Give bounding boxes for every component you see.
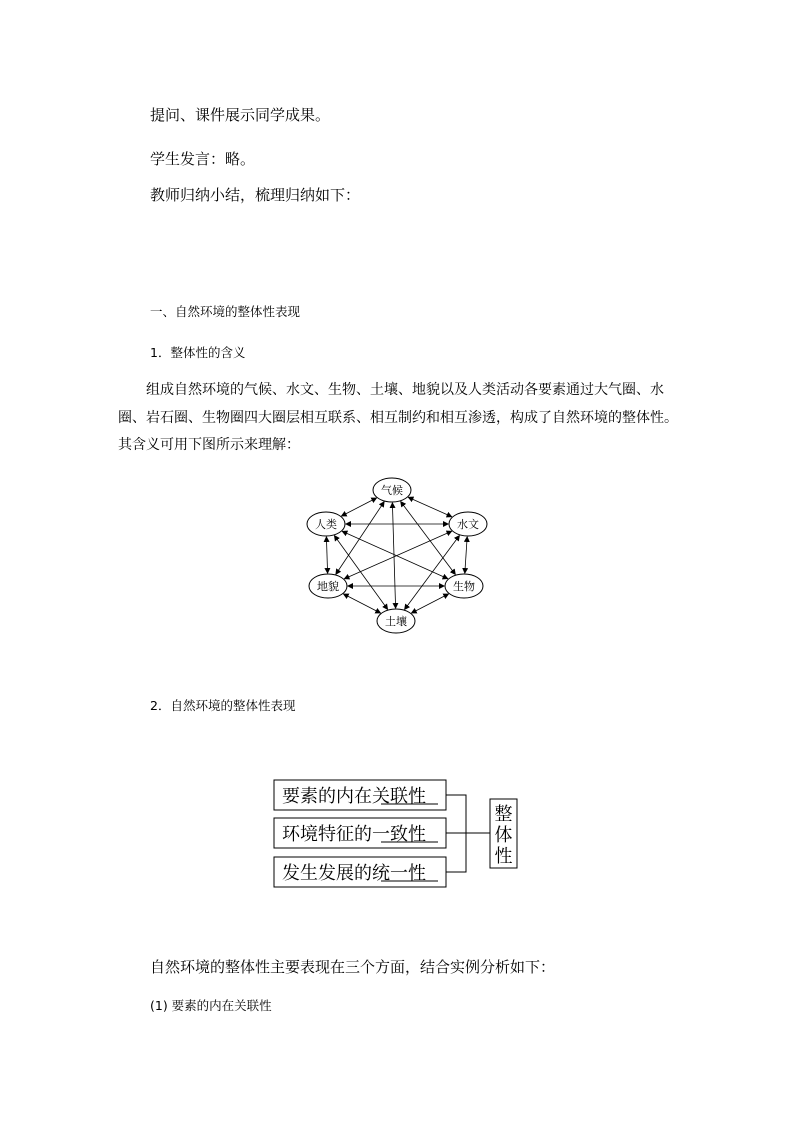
wholeness-char-3: 性 — [494, 846, 513, 867]
arrow-1-2 — [465, 537, 467, 573]
arrow-0-3 — [392, 503, 395, 608]
arrow-1-3 — [405, 536, 460, 610]
intro-line-1: 提问、课件展示同学成果。 — [150, 106, 331, 124]
arrow-0-1 — [408, 497, 451, 516]
arrow-3-5 — [334, 536, 387, 610]
closing-line-2: (1) 要素的内在关联性 — [150, 998, 272, 1013]
node-climate-label: 气候 — [381, 484, 403, 497]
intro-line-3: 教师归纳小结，梳理归纳如下： — [150, 186, 361, 204]
definition-paragraph: 组成自然环境的气候、水文、生物、土壤、地貌以及人类活动各要素通过大气圈、水圈、岩石圈、生物圈四大圈层相互联系、相互制约和相互渗透，构成了自然环境的整体性。其含义可用下图所示来理解： — [118, 382, 678, 453]
element-cycle-diagram — [300, 474, 490, 636]
section-heading: 一、自然环境的整体性表现 — [150, 304, 301, 319]
aspect-text-1: 要素的内在关联性 — [282, 786, 426, 807]
node-hydrology-label: 水文 — [457, 518, 479, 531]
arrow-2-5 — [342, 531, 447, 578]
node-biology — [445, 574, 483, 598]
arrow-0-4 — [336, 502, 384, 574]
arrow-2-3 — [412, 594, 449, 613]
node-biology-label: 生物 — [453, 580, 475, 593]
node-hydrology — [449, 512, 487, 536]
wholeness-char-2: 体 — [494, 825, 513, 846]
arrow-4-5 — [326, 537, 327, 573]
arrow-3-4 — [344, 594, 381, 613]
arrow-0-5 — [342, 498, 377, 516]
node-soil-label: 土壤 — [385, 615, 407, 628]
closing-line-1: 自然环境的整体性主要表现在三个方面，结合实例分析如下： — [150, 958, 556, 976]
wholeness-diagram — [268, 772, 524, 894]
intro-line-2: 学生发言：略。 — [150, 150, 256, 168]
node-human — [307, 512, 345, 536]
aspect-text-3: 发生发展的统一性 — [282, 863, 426, 884]
node-human-label: 人类 — [315, 518, 337, 531]
node-climate — [373, 478, 411, 502]
aspect-text-2: 环境特征的一致性 — [282, 824, 426, 845]
bracket-connector — [446, 795, 490, 872]
node-landform-label: 地貌 — [317, 580, 339, 593]
wholeness-char-1: 整 — [494, 804, 513, 825]
arrow-0-2 — [401, 502, 456, 575]
node-soil — [377, 609, 415, 633]
subheading-1: 1．整体性的含义 — [150, 345, 246, 360]
connection-arrows — [326, 497, 467, 613]
subheading-2: 2．自然环境的整体性表现 — [150, 698, 296, 713]
node-landform — [309, 574, 347, 598]
